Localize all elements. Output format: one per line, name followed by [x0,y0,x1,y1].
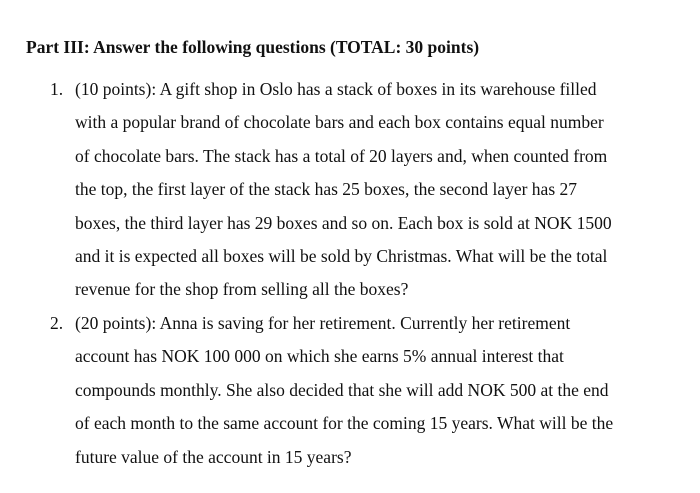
question-number: 2. [50,313,64,333]
question-line: (10 points): A gift shop in Oslo has a stack of boxes in its warehouse filled [75,79,597,99]
question-line: future value of the account in 15 years? [75,446,352,467]
question-line: of each month to the same account for the coming 15 years. What will be the [75,413,614,434]
question-line: (20 points): Anna is saving for her retirement. Currently her retirement [75,313,571,333]
question-line: of chocolate bars. The stack has a total of 20 layers and, when counted from [75,145,608,166]
section-heading: Part III: Answer the following questions (TOTAL: 30 points) [26,37,480,57]
question-text [75,73,695,307]
question-line: the top, the first layer of the stack has 25 boxes, the second layer has 27 [75,179,578,200]
question-line: boxes, the third layer has 29 boxes and so on. Each box is sold at NOK 1500 [75,212,612,233]
question-line: revenue for the shop from selling all the boxes? [75,279,409,300]
question-number: 1. [50,79,64,99]
question-line: compounds monthly. She also decided that she will add NOK 500 at the end [75,379,609,400]
question-line: account has NOK 100 000 on which she earns 5% annual interest that [75,346,564,367]
question-line: and it is expected all boxes will be sold by Christmas. What will be the total [75,245,608,266]
question-text [75,307,695,474]
question-line: with a popular brand of chocolate bars and each box contains equal number [75,112,604,133]
